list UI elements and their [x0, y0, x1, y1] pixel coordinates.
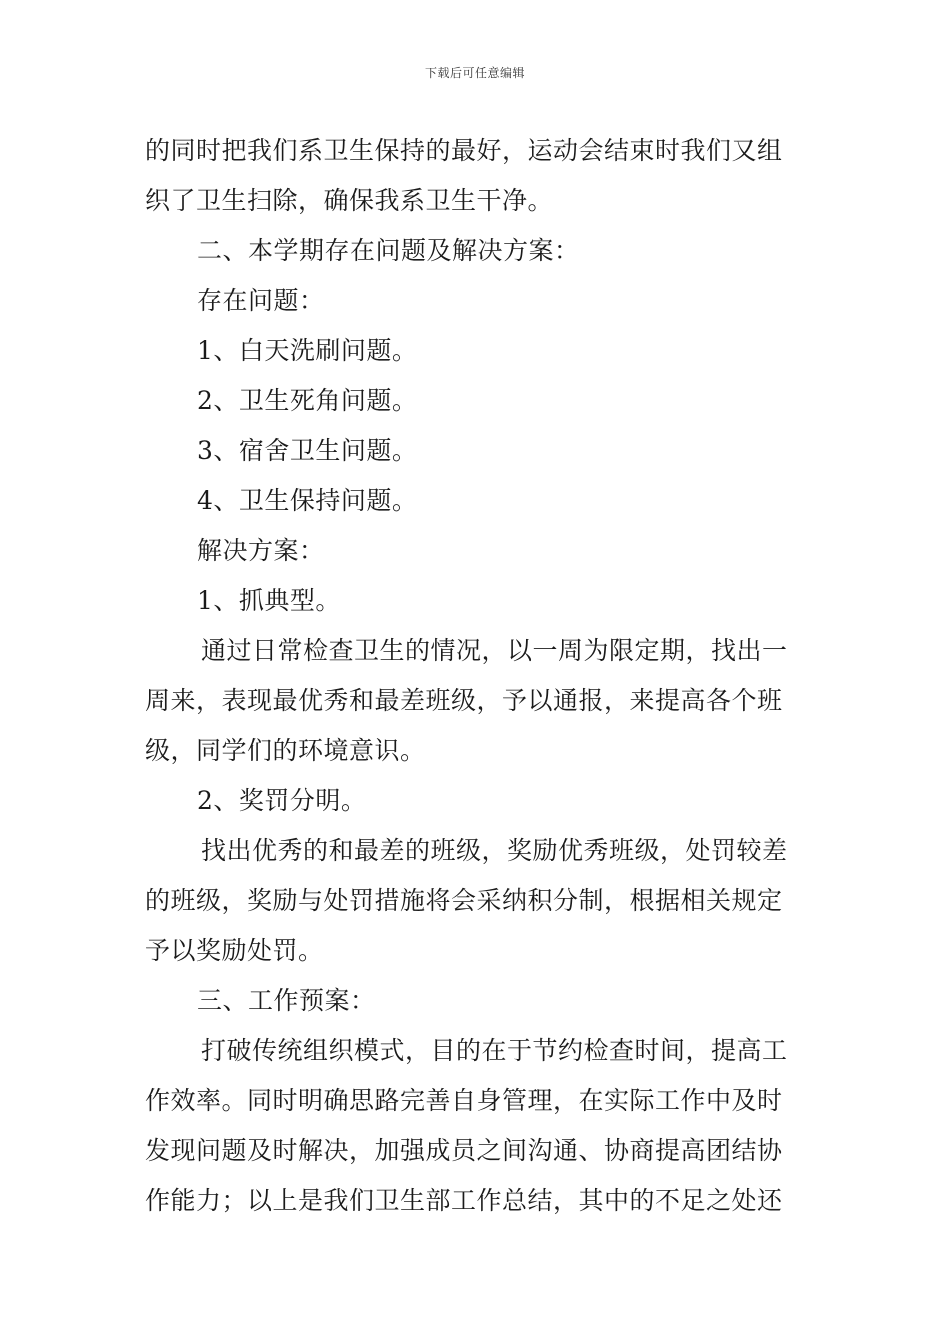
subheading: 存在问题： [197, 286, 325, 315]
text-line: 的班级，奖励与处罚措施将会采纳积分制，根据相关规定 [145, 886, 783, 915]
text-line: 级，同学们的环境意识。 [145, 736, 426, 765]
list-item: 4、卫生保持问题。 [197, 486, 418, 515]
list-item: 2、卫生死角问题。 [197, 386, 418, 415]
subheading: 解决方案： [197, 536, 325, 565]
page-header: 下载后可任意编辑 [424, 66, 525, 80]
text-line: 发现问题及时解决，加强成员之间沟通、协商提高团结协 [145, 1136, 783, 1165]
text-line: 予以奖励处罚。 [145, 936, 324, 965]
section-heading: 三、工作预案： [197, 986, 376, 1015]
list-item: 2、奖罚分明。 [197, 786, 367, 815]
text-line: 通过日常检查卫生的情况，以一周为限定期，找出一 [201, 636, 788, 665]
text-line: 周来，表现最优秀和最差班级，予以通报，来提高各个班 [145, 686, 783, 715]
text-line: 织了卫生扫除，确保我系卫生干净。 [145, 186, 554, 215]
list-item: 1、白天洗刷问题。 [197, 336, 418, 365]
list-item: 1、抓典型。 [197, 586, 341, 615]
text-line: 的同时把我们系卫生保持的最好，运动会结束时我们又组 [145, 136, 783, 165]
text-line: 找出优秀的和最差的班级，奖励优秀班级，处罚较差 [201, 836, 788, 865]
list-item: 3、宿舍卫生问题。 [197, 436, 418, 465]
section-heading: 二、本学期存在问题及解决方案： [197, 236, 580, 265]
document-body [145, 126, 810, 1226]
text-line: 作能力；以上是我们卫生部工作总结，其中的不足之处还 [145, 1186, 783, 1215]
text-line: 作效率。同时明确思路完善自身管理，在实际工作中及时 [145, 1086, 783, 1115]
text-line: 打破传统组织模式，目的在于节约检查时间，提高工 [201, 1036, 788, 1065]
